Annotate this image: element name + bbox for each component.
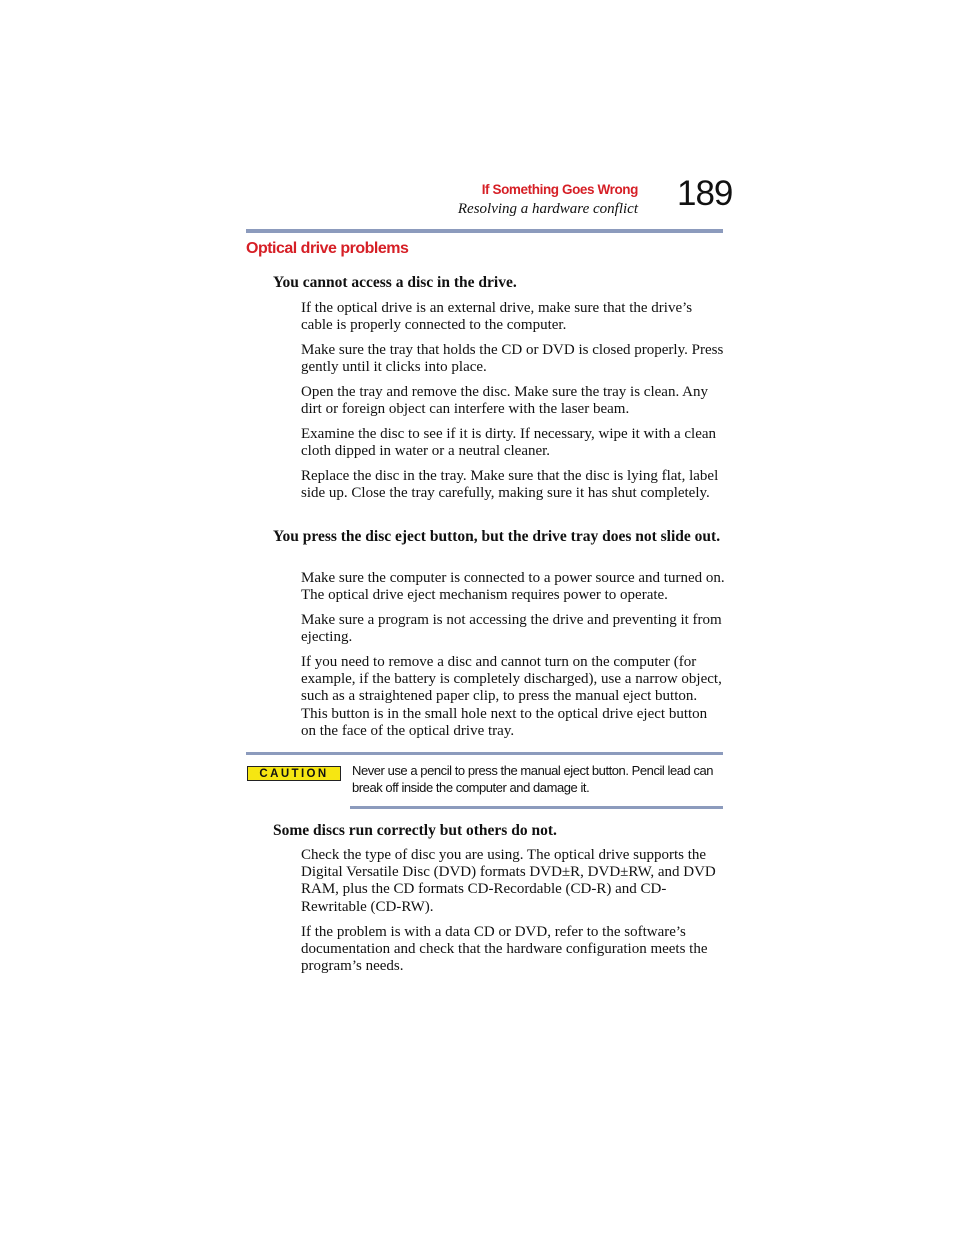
caution-text: Never use a pencil to press the manual eject button. Pencil lead can break off inside the computer and damage it. (352, 763, 714, 795)
paragraph: Open the tray and remove the disc. Make sure the tray is clean. Any dirt or foreign object can interfere with the laser beam. (301, 384, 708, 418)
paragraph: If you need to remove a disc and cannot turn on the computer (for example, if the battery is completely discharged), use a narrow object, such as a straightened paper clip, to press the manual eject button. This button is in the small hole next to the optical drive eject button on the face of the optical drive tray. (301, 654, 722, 739)
paragraph: Make sure the computer is connected to a power source and turned on. The optical drive eject mechanism requires power to operate. (301, 570, 725, 604)
paragraph: Examine the disc to see if it is dirty. If necessary, wipe it with a clean cloth dipped in water or a neutral cleaner. (301, 426, 717, 460)
problem-heading: Some discs run correctly but others do not. (273, 822, 557, 839)
chapter-title: If Something Goes Wrong (481, 182, 638, 197)
paragraph: Make sure the tray that holds the CD or DVD is closed properly. Press gently until it clicks into place. (301, 342, 724, 376)
paragraph: Check the type of disc you are using. The optical drive supports the Digital Versatile Disc (DVD) formats DVD±R, DVD±RW, and DVD RAM, plus the CD formats CD-Recordable (CD-R) and CD-Rewritable (CD-RW). (301, 847, 716, 915)
header-rule (246, 229, 723, 233)
paragraph: Replace the disc in the tray. Make sure that the disc is lying flat, label side up. Close the tray carefully, making sure it has shut completely. (301, 468, 719, 502)
paragraph: If the optical drive is an external drive, make sure that the drive’s cable is properly connected to the computer. (301, 300, 693, 334)
problem-heading: You press the disc eject button, but the drive tray does not slide out. (273, 528, 721, 545)
paragraph: Make sure a program is not accessing the drive and preventing it from ejecting. (301, 612, 722, 646)
section-subtitle: Resolving a hardware conflict (457, 201, 638, 217)
section-heading: Optical drive problems (246, 240, 409, 257)
caution-top-rule (246, 752, 723, 755)
page-number: 189 (677, 174, 733, 213)
caution-bottom-rule (350, 806, 723, 809)
caution-badge: CAUTION (247, 766, 341, 781)
paragraph: If the problem is with a data CD or DVD, refer to the software’s documentation and check that the hardware configuration meets the program’s needs. (301, 924, 708, 975)
problem-heading: You cannot access a disc in the drive. (273, 274, 517, 291)
